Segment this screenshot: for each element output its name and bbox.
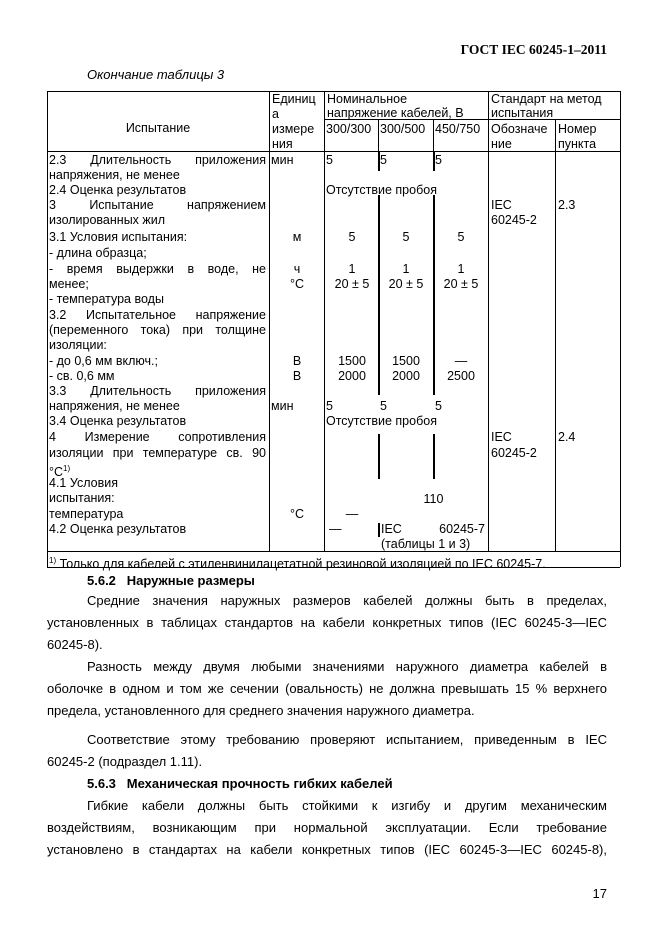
- unit-h: ч: [293, 262, 301, 276]
- row-4-line3: $^\circ C^{1)}$: [49, 464, 71, 480]
- r11-v450-750: 5: [435, 399, 442, 413]
- para-line: оболочке в одном и том же сечении (овальность) не должна превышать 15 % верхнего: [47, 681, 607, 696]
- r1-v450-750: 5: [435, 153, 442, 167]
- r11-v300-500: 5: [380, 399, 387, 413]
- para-line: установленных в таблицах стандартов на кабели конкретных типов (IEC 60245-3—IEC: [47, 615, 607, 630]
- header-unit-2: а: [272, 107, 279, 121]
- r9-v300-500: 1500: [392, 354, 420, 368]
- r6-v300-500-b: 20 ± 5: [388, 277, 424, 291]
- col-divider-unit: [269, 91, 270, 551]
- row-3-1-water-temp: - температура воды: [49, 292, 164, 306]
- unit-v-1: В: [292, 354, 302, 368]
- r6-v450-750-a: 1: [457, 262, 465, 276]
- para-line: Разность между двумя любыми значениями наружного диаметра кабелей в: [87, 659, 607, 674]
- r9-v300-300: 1500: [338, 354, 366, 368]
- header-unit-3: измере: [272, 122, 315, 136]
- para-line: 60245-2 (подраздел 1.11).: [47, 754, 203, 769]
- header-clause-1: Номер: [558, 122, 597, 136]
- r13-standard-1: IEC: [491, 430, 512, 444]
- r2-result: Отсутствие пробоя: [326, 183, 437, 197]
- r1-v300-500: 5: [380, 153, 387, 167]
- header-standard-2: испытания: [491, 106, 554, 120]
- r4-v300-300: 5: [348, 230, 356, 244]
- row-2-3-line2: напряжения, не менее: [49, 168, 180, 182]
- col-divider-450-750-head: [433, 119, 434, 151]
- row-3-2-upto: - до 0,6 мм включ.;: [49, 354, 158, 368]
- header-unit-4: ния: [272, 137, 293, 151]
- unit-degc-2: °C: [289, 507, 305, 521]
- row-3-1: 3.1 Условия испытания:: [49, 230, 188, 244]
- r3-standard-2: 60245-2: [491, 213, 537, 227]
- row-2-4: 2.4 Оценка результатов: [49, 183, 187, 197]
- para-line: установлено в стандартах на кабели конкретных типов (IEC 60245-3—IEC 60245-8),: [47, 842, 607, 857]
- para-line: воздействиям, возникающим при нормальной эксплуатации. Если требование: [47, 820, 607, 835]
- para-line: Гибкие кабели должны быть стойкими к изгибу и другим механическим: [87, 798, 607, 813]
- header-designation-2: ние: [491, 137, 512, 151]
- r1-v300-300: 5: [326, 153, 333, 167]
- row-3-2-over: - св. 0,6 мм: [49, 369, 115, 383]
- col-divider-300-500-head: [378, 119, 379, 151]
- unit-min-2: мин: [271, 399, 294, 413]
- section-5-6-2-heading: 5.6.2 Наружные размеры: [87, 573, 255, 588]
- section-5-6-2-para-3: [47, 729, 607, 773]
- row-4-1-line3: температура: [49, 507, 124, 521]
- footnote-ref: 1): [63, 464, 71, 473]
- seg-div: [378, 434, 380, 479]
- section-5-6-3-heading: 5.6.3 Механическая прочность гибких кабелей: [87, 776, 393, 791]
- section-5-6-3-para-1: [47, 795, 607, 861]
- table-caption: Окончание таблицы 3: [87, 67, 225, 82]
- col-divider-voltage: [324, 91, 325, 551]
- row-3-2-line1: 3.2 Испытательное напряжение: [49, 308, 266, 322]
- r11-v300-300: 5: [326, 399, 333, 413]
- row-3-2-line2: (переменного тока) при толщине: [49, 323, 266, 337]
- r4-v300-500: 5: [402, 230, 410, 244]
- seg-div: [433, 434, 435, 479]
- para-line: предела, установленного для среднего значения наружного диаметра.: [47, 703, 475, 718]
- r13-clause: 2.4: [558, 430, 576, 444]
- r15-v23-line2: (таблицы 1 и 3): [381, 537, 471, 551]
- r3-standard-1: IEC: [491, 198, 512, 212]
- row-3-3-line1: 3.3 Длительность приложения: [49, 384, 266, 398]
- r3-clause: 2.3: [558, 198, 576, 212]
- r6-v300-300-a: 1: [348, 262, 356, 276]
- r6-v300-300-b: 20 ± 5: [334, 277, 370, 291]
- unit-degc-1: °C: [289, 277, 305, 291]
- para-line: Средние значения наружных размеров кабелей должны быть в пределах,: [87, 593, 607, 608]
- r14-v300-300: —: [345, 507, 359, 521]
- header-voltage-1: Номинальное: [327, 92, 408, 106]
- row-3-1-length: - длина образца;: [49, 246, 147, 260]
- unit-v-2: В: [292, 369, 302, 383]
- r13-standard-2: 60245-2: [491, 446, 537, 460]
- r6-v450-750-b: 20 ± 5: [443, 277, 479, 291]
- header-test: Испытание: [125, 121, 191, 135]
- row-4-line1: 4 Измерение сопротивления: [49, 430, 266, 444]
- row-3-1-time-line2: менее;: [49, 277, 89, 291]
- section-5-6-2-para-2: [47, 656, 607, 722]
- row-4-1-line1: 4.1 Условия: [49, 476, 118, 490]
- unit-min-1: мин: [271, 153, 294, 167]
- page-number: 17: [592, 886, 607, 901]
- seg-div: [378, 523, 380, 537]
- table-footnote: $^{1)}$ Только для кабелей с этиленвинилацетатной резиновой изоляцией по IEC 60245-7.: [49, 556, 546, 572]
- header-clause-2: пункта: [558, 137, 597, 151]
- r10-v450-750: 2500: [447, 369, 475, 383]
- r15-v23-line1: IEC 60245-7: [381, 522, 485, 536]
- row-3-line1: 3 Испытание напряжением: [49, 198, 266, 212]
- para-line: Соответствие этому требованию проверяют испытанием, приведенным в IEC: [87, 732, 607, 747]
- r12-result: Отсутствие пробоя: [326, 414, 437, 428]
- row-4-1-line2: испытания:: [49, 491, 115, 505]
- header-300-300: 300/300: [326, 122, 372, 136]
- para-line: 60245-8).: [47, 637, 103, 652]
- col-divider-clause: [555, 119, 556, 551]
- r10-v300-500: 2000: [392, 369, 420, 383]
- row-4-line2: изоляции при температуре св. 90: [49, 446, 266, 460]
- r10-v300-300: 2000: [338, 369, 366, 383]
- header-designation-1: Обозначе: [491, 122, 548, 136]
- header-standard-1: Стандарт на метод: [491, 92, 602, 106]
- table-border-left: [47, 91, 48, 567]
- r6-v300-500-a: 1: [402, 262, 410, 276]
- table-header-bottom: [47, 151, 620, 152]
- row-3-2-line3: изоляции:: [49, 338, 107, 352]
- row-4-2: 4.2 Оценка результатов: [49, 522, 187, 536]
- row-3-3-line2: напряжения, не менее: [49, 399, 180, 413]
- row-2-3-line1: 2.3 Длительность приложения: [49, 153, 266, 167]
- row-3-1-time-line1: - время выдержки в воде, не: [49, 262, 266, 276]
- section-5-6-2-para-1: [47, 590, 607, 656]
- r4-v450-750: 5: [457, 230, 465, 244]
- table-body-bottom: [47, 551, 620, 552]
- r14-v23: 110: [423, 492, 444, 506]
- row-3-4: 3.4 Оценка результатов: [49, 414, 187, 428]
- header-450-750: 450/750: [435, 122, 481, 136]
- col-divider-standard: [488, 91, 489, 551]
- footnote-mark: 1): [49, 556, 57, 565]
- document-code: ГОСТ IEC 60245-1–2011: [460, 42, 607, 57]
- unit-m: м: [292, 230, 302, 244]
- table-3: [47, 91, 621, 572]
- header-unit-1: Единиц: [272, 92, 316, 106]
- header-voltage-2: напряжение кабелей, В: [327, 106, 464, 120]
- header-300-500: 300/500: [380, 122, 426, 136]
- row-3-line2: изолированных жил: [49, 213, 166, 227]
- r9-v450-750: —: [454, 354, 468, 368]
- r15-v300-300: —: [329, 522, 342, 536]
- table-border-right: [620, 91, 621, 567]
